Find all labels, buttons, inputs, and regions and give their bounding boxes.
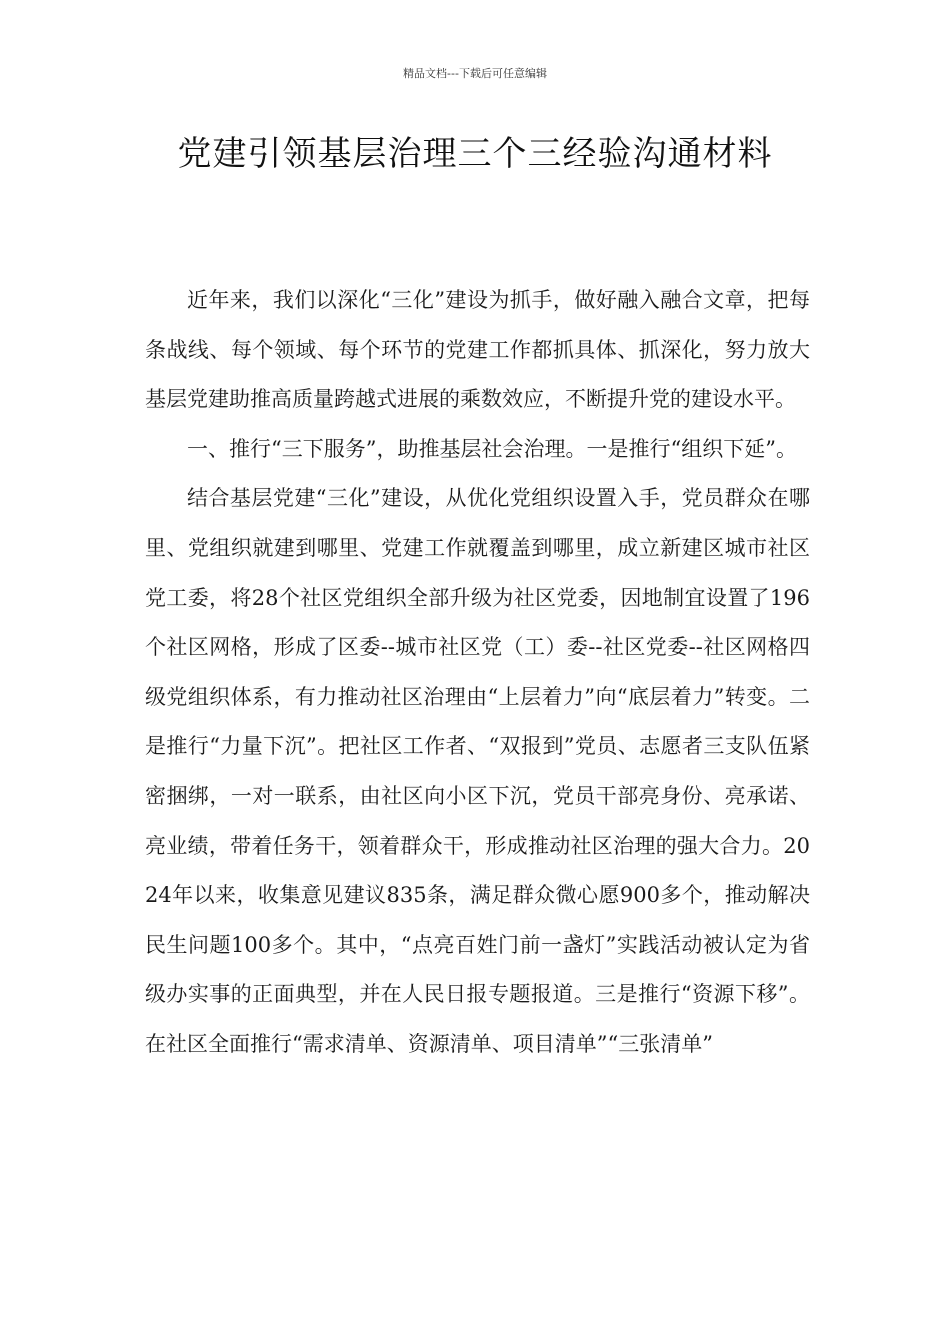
- document-title: 党建引领基层治理三个三经验沟通材料: [177, 134, 773, 174]
- header-note: 精品文档---下载后可任意编辑: [403, 67, 547, 80]
- paragraph-section-one-detail: 结合基层党建“三化”建设，从优化党组织设置入手，党员群众在哪里、党组织就建到哪里、党建工作就覆盖到哪里，成立新建区城市社区党工委，将28个社区党组织全部升级为社区党委，因地制宜设置了196个社区网格，形成了区委--城市社区党（工）委--社区党委--社区网格四级党组织体系，有力推动社区治理由“上层着力”向“底层着力”转变。二是推行“力量下沉”。把社区工作者、“双报到”党员、志愿者三支队伍紧密捆绑，一对一联系，由社区向小区下沉，党员干部亮身份、亮承诺、亮业绩，带着任务干，领着群众干，形成推动社区治理的强大合力。2024年以来，收集意见建议835条，满足群众微心愿900多个，推动解决民生问题100多个。其中，“点亮百姓门前一盏灯”实践活动被认定为省级办实事的正面典型，并在人民日报专题报道。三是推行“资源下移”。在社区全面推行“需求清单、资源清单、项目清单”“三张清单”: [145, 486, 810, 1056]
- paragraph-section-one: 一、推行“三下服务”，助推基层社会治理。一是推行“组织下延”。: [187, 436, 797, 461]
- paragraph-intro: 近年来，我们以深化“三化”建设为抓手，做好融入融合文章，把每条战线、每个领域、每个环节的党建工作都抓具体、抓深化，努力放大基层党建助推高质量跨越式进展的乘数效应，不断提升党的建设水平。: [145, 288, 810, 412]
- document-body: [145, 276, 810, 1070]
